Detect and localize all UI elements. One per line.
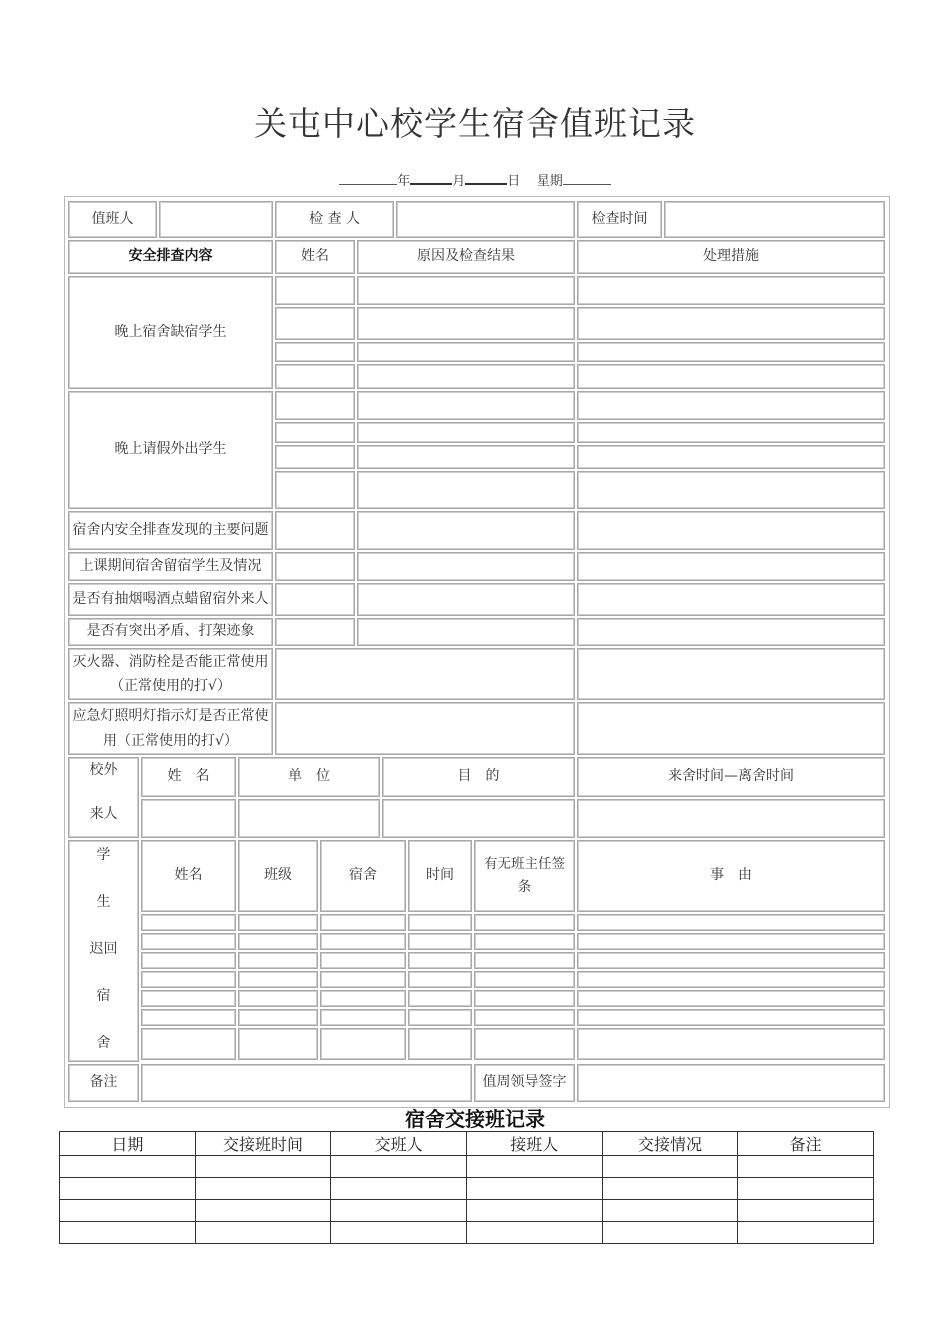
late-entry-cell[interactable] <box>577 1009 885 1026</box>
table-cell[interactable] <box>738 1222 874 1244</box>
smoking-check-label: 是否有抽烟喝酒点蜡留宿外来人 <box>68 583 273 616</box>
check-time-label: 检查时间 <box>577 201 662 238</box>
visitor-unit-header: 单 位 <box>238 757 380 797</box>
leave-name-cell[interactable] <box>275 445 355 469</box>
leave-measure-cell[interactable] <box>577 391 885 420</box>
reason-header: 原因及检查结果 <box>357 240 575 274</box>
leave-measure-cell[interactable] <box>577 471 885 509</box>
emergency-light-result-cell[interactable] <box>275 702 575 755</box>
measures-header: 处理措施 <box>577 240 885 274</box>
table-row <box>60 1156 874 1178</box>
late-entry-cell[interactable] <box>238 933 318 950</box>
late-entry-cell[interactable] <box>474 933 575 950</box>
table-cell[interactable] <box>331 1200 467 1222</box>
leader-sign-field[interactable] <box>577 1064 885 1102</box>
late-entry-cell[interactable] <box>141 1009 236 1026</box>
leader-sign-label: 值周领导签字 <box>474 1064 575 1102</box>
table-cell[interactable] <box>60 1200 196 1222</box>
absent-reason-cell[interactable] <box>357 276 575 305</box>
table-cell[interactable] <box>466 1200 602 1222</box>
leave-reason-cell[interactable] <box>357 471 575 509</box>
late-entry-cell[interactable] <box>141 933 236 950</box>
table-cell[interactable] <box>195 1178 331 1200</box>
table-cell[interactable] <box>466 1156 602 1178</box>
table-cell[interactable] <box>195 1156 331 1178</box>
late-entry-cell[interactable] <box>320 971 406 988</box>
visitor-name-cell[interactable] <box>141 799 236 838</box>
year-label: 年 <box>397 174 411 189</box>
shift-date-header: 日期 <box>60 1132 196 1156</box>
absent-name-cell[interactable] <box>275 276 355 305</box>
leave-night-label: 晚上请假外出学生 <box>68 391 273 509</box>
table-cell[interactable] <box>60 1222 196 1244</box>
visitor-unit-cell[interactable] <box>238 799 380 838</box>
extinguisher-measure-cell[interactable] <box>577 648 885 700</box>
safety-content-header: 安全排查内容 <box>68 240 273 274</box>
late-name-header: 姓名 <box>141 840 236 912</box>
table-cell[interactable] <box>331 1222 467 1244</box>
late-entry-cell[interactable] <box>408 1009 472 1026</box>
late-entry-cell[interactable] <box>141 952 236 969</box>
extinguisher-result-cell[interactable] <box>275 648 575 700</box>
shift-receiver-header: 接班人 <box>466 1132 602 1156</box>
visitors-label <box>68 757 139 838</box>
late-entry-cell[interactable] <box>320 952 406 969</box>
visitor-time-cell[interactable] <box>577 799 885 838</box>
smoking-reason-cell[interactable] <box>357 583 575 616</box>
absent-reason-cell[interactable] <box>357 342 575 362</box>
shift-record-title: 宿舍交接班记录 <box>405 1107 545 1131</box>
late-entry-cell[interactable] <box>238 914 318 931</box>
leave-name-cell[interactable] <box>275 391 355 420</box>
late-entry-cell[interactable] <box>141 914 236 931</box>
late-entry-cell[interactable] <box>577 990 885 1007</box>
late-entry-cell[interactable] <box>141 990 236 1007</box>
shift-header-row <box>60 1132 874 1156</box>
table-cell[interactable] <box>60 1178 196 1200</box>
date-line <box>0 170 950 189</box>
shift-status-header: 交接情况 <box>602 1132 738 1156</box>
late-students-label <box>68 840 139 1062</box>
absent-measure-cell[interactable] <box>577 307 885 340</box>
shift-handover-person-header: 交班人 <box>331 1132 467 1156</box>
late-entry-cell[interactable] <box>577 952 885 969</box>
inspector-field[interactable] <box>396 201 575 238</box>
weekday-label: 星期 <box>536 174 563 189</box>
table-row <box>60 1178 874 1200</box>
late-entry-cell[interactable] <box>238 1028 318 1060</box>
conflict-check-label: 是否有突出矛盾、打架迹象 <box>68 618 273 646</box>
late-note-header: 有无班主任签条 <box>474 840 575 912</box>
emergency-light-measure-cell[interactable] <box>577 702 885 755</box>
table-cell[interactable] <box>331 1178 467 1200</box>
visitor-purpose-header: 目 的 <box>382 757 575 797</box>
conflict-measure-cell[interactable] <box>577 618 885 646</box>
shift-time-header: 交接班时间 <box>195 1132 331 1156</box>
duty-person-field[interactable] <box>159 201 273 238</box>
check-time-field[interactable] <box>664 201 885 238</box>
visitor-time-header: 来舍时间—离舍时间 <box>577 757 885 797</box>
visitors-label-top: 校外 <box>89 762 118 778</box>
late-label-char: 学 <box>96 847 111 863</box>
table-row <box>60 1200 874 1222</box>
leave-reason-cell[interactable] <box>357 422 575 443</box>
main-issues-label: 宿舍内安全排查发现的主要问题 <box>68 511 273 550</box>
late-entry-cell[interactable] <box>238 971 318 988</box>
shift-remarks-header: 备注 <box>738 1132 874 1156</box>
late-entry-cell[interactable] <box>474 952 575 969</box>
late-label-char: 宿 <box>96 988 111 1004</box>
table-row <box>60 1222 874 1244</box>
leave-name-cell[interactable] <box>275 422 355 443</box>
late-dorm-header: 宿舍 <box>320 840 406 912</box>
leave-reason-cell[interactable] <box>357 391 575 420</box>
month-blank[interactable] <box>410 171 452 185</box>
table-cell[interactable] <box>738 1178 874 1200</box>
late-entry-cell[interactable] <box>238 990 318 1007</box>
table-cell[interactable] <box>602 1156 738 1178</box>
late-entry-cell[interactable] <box>141 1028 236 1060</box>
visitors-label-bottom: 来人 <box>89 806 118 822</box>
table-cell[interactable] <box>60 1156 196 1178</box>
conflict-reason-cell[interactable] <box>357 618 575 646</box>
leave-measure-cell[interactable] <box>577 445 885 469</box>
late-entry-cell[interactable] <box>577 971 885 988</box>
day-label: 日 <box>507 174 521 189</box>
late-entry-cell[interactable] <box>408 971 472 988</box>
late-entry-cell[interactable] <box>577 933 885 950</box>
late-entry-cell[interactable] <box>141 971 236 988</box>
late-entry-cell[interactable] <box>408 914 472 931</box>
late-entry-cell[interactable] <box>408 1028 472 1060</box>
table-cell[interactable] <box>466 1222 602 1244</box>
page-title: 关屯中心校学生宿舍值班记录 <box>254 104 696 143</box>
late-entry-cell[interactable] <box>474 914 575 931</box>
late-label-char: 生 <box>96 894 111 910</box>
conflict-name-cell[interactable] <box>275 618 355 646</box>
emergency-light-check-label: 应急灯照明灯指示灯是否正常使用（正常使用的打√） <box>68 702 273 755</box>
stay-name-cell[interactable] <box>275 552 355 581</box>
remarks-label: 备注 <box>68 1064 139 1102</box>
late-entry-cell[interactable] <box>474 971 575 988</box>
absent-measure-cell[interactable] <box>577 364 885 389</box>
inspector-label: 检 查 人 <box>275 201 394 238</box>
late-entry-cell[interactable] <box>238 952 318 969</box>
late-entry-cell[interactable] <box>474 990 575 1007</box>
table-cell[interactable] <box>738 1156 874 1178</box>
late-entry-cell[interactable] <box>238 1009 318 1026</box>
late-entry-cell[interactable] <box>320 933 406 950</box>
absent-reason-cell[interactable] <box>357 364 575 389</box>
extinguisher-check-label: 灭火器、消防栓是否能正常使用（正常使用的打√） <box>68 648 273 700</box>
absent-name-cell[interactable] <box>275 307 355 340</box>
visitor-purpose-cell[interactable] <box>382 799 575 838</box>
table-cell[interactable] <box>602 1200 738 1222</box>
issues-reason-cell[interactable] <box>357 511 575 550</box>
remarks-field[interactable] <box>141 1064 472 1102</box>
smoking-name-cell[interactable] <box>275 583 355 616</box>
stay-reason-cell[interactable] <box>357 552 575 581</box>
table-cell[interactable] <box>602 1178 738 1200</box>
visitor-name-header: 姓 名 <box>141 757 236 797</box>
late-entry-cell[interactable] <box>320 1028 406 1060</box>
duty-person-label: 值班人 <box>68 201 157 238</box>
late-entry-cell[interactable] <box>474 1028 575 1060</box>
table-cell[interactable] <box>602 1222 738 1244</box>
late-class-header: 班级 <box>238 840 318 912</box>
table-cell[interactable] <box>195 1222 331 1244</box>
late-entry-cell[interactable] <box>408 933 472 950</box>
absent-reason-cell[interactable] <box>357 307 575 340</box>
absent-measure-cell[interactable] <box>577 342 885 362</box>
late-entry-cell[interactable] <box>320 990 406 1007</box>
shift-record-table <box>59 1131 874 1244</box>
smoking-measure-cell[interactable] <box>577 583 885 616</box>
month-label: 月 <box>452 174 466 189</box>
late-reason-header: 事 由 <box>577 840 885 912</box>
day-blank[interactable] <box>465 171 507 185</box>
late-entry-cell[interactable] <box>577 914 885 931</box>
table-cell[interactable] <box>331 1156 467 1178</box>
absent-name-cell[interactable] <box>275 364 355 389</box>
late-entry-cell[interactable] <box>320 1009 406 1026</box>
issues-measure-cell[interactable] <box>577 511 885 550</box>
table-cell[interactable] <box>466 1178 602 1200</box>
year-blank[interactable] <box>339 172 397 185</box>
late-entry-cell[interactable] <box>408 990 472 1007</box>
late-entry-cell[interactable] <box>577 1028 885 1060</box>
table-cell[interactable] <box>738 1200 874 1222</box>
late-label-char: 舍 <box>96 1035 111 1051</box>
name-header: 姓名 <box>275 240 355 274</box>
leave-reason-cell[interactable] <box>357 445 575 469</box>
late-entry-cell[interactable] <box>474 1009 575 1026</box>
late-entry-cell[interactable] <box>320 914 406 931</box>
absent-name-cell[interactable] <box>275 342 355 362</box>
absent-measure-cell[interactable] <box>577 276 885 305</box>
table-cell[interactable] <box>195 1200 331 1222</box>
absent-night-label: 晚上宿舍缺宿学生 <box>68 276 273 389</box>
stay-during-class-label: 上课期间宿舍留宿学生及情况 <box>68 552 273 581</box>
weekday-blank[interactable] <box>563 172 611 185</box>
issues-name-cell[interactable] <box>275 511 355 550</box>
late-time-header: 时间 <box>408 840 472 912</box>
leave-name-cell[interactable] <box>275 471 355 509</box>
stay-measure-cell[interactable] <box>577 552 885 581</box>
leave-measure-cell[interactable] <box>577 422 885 443</box>
late-label-char: 迟回 <box>89 941 118 957</box>
late-entry-cell[interactable] <box>408 952 472 969</box>
